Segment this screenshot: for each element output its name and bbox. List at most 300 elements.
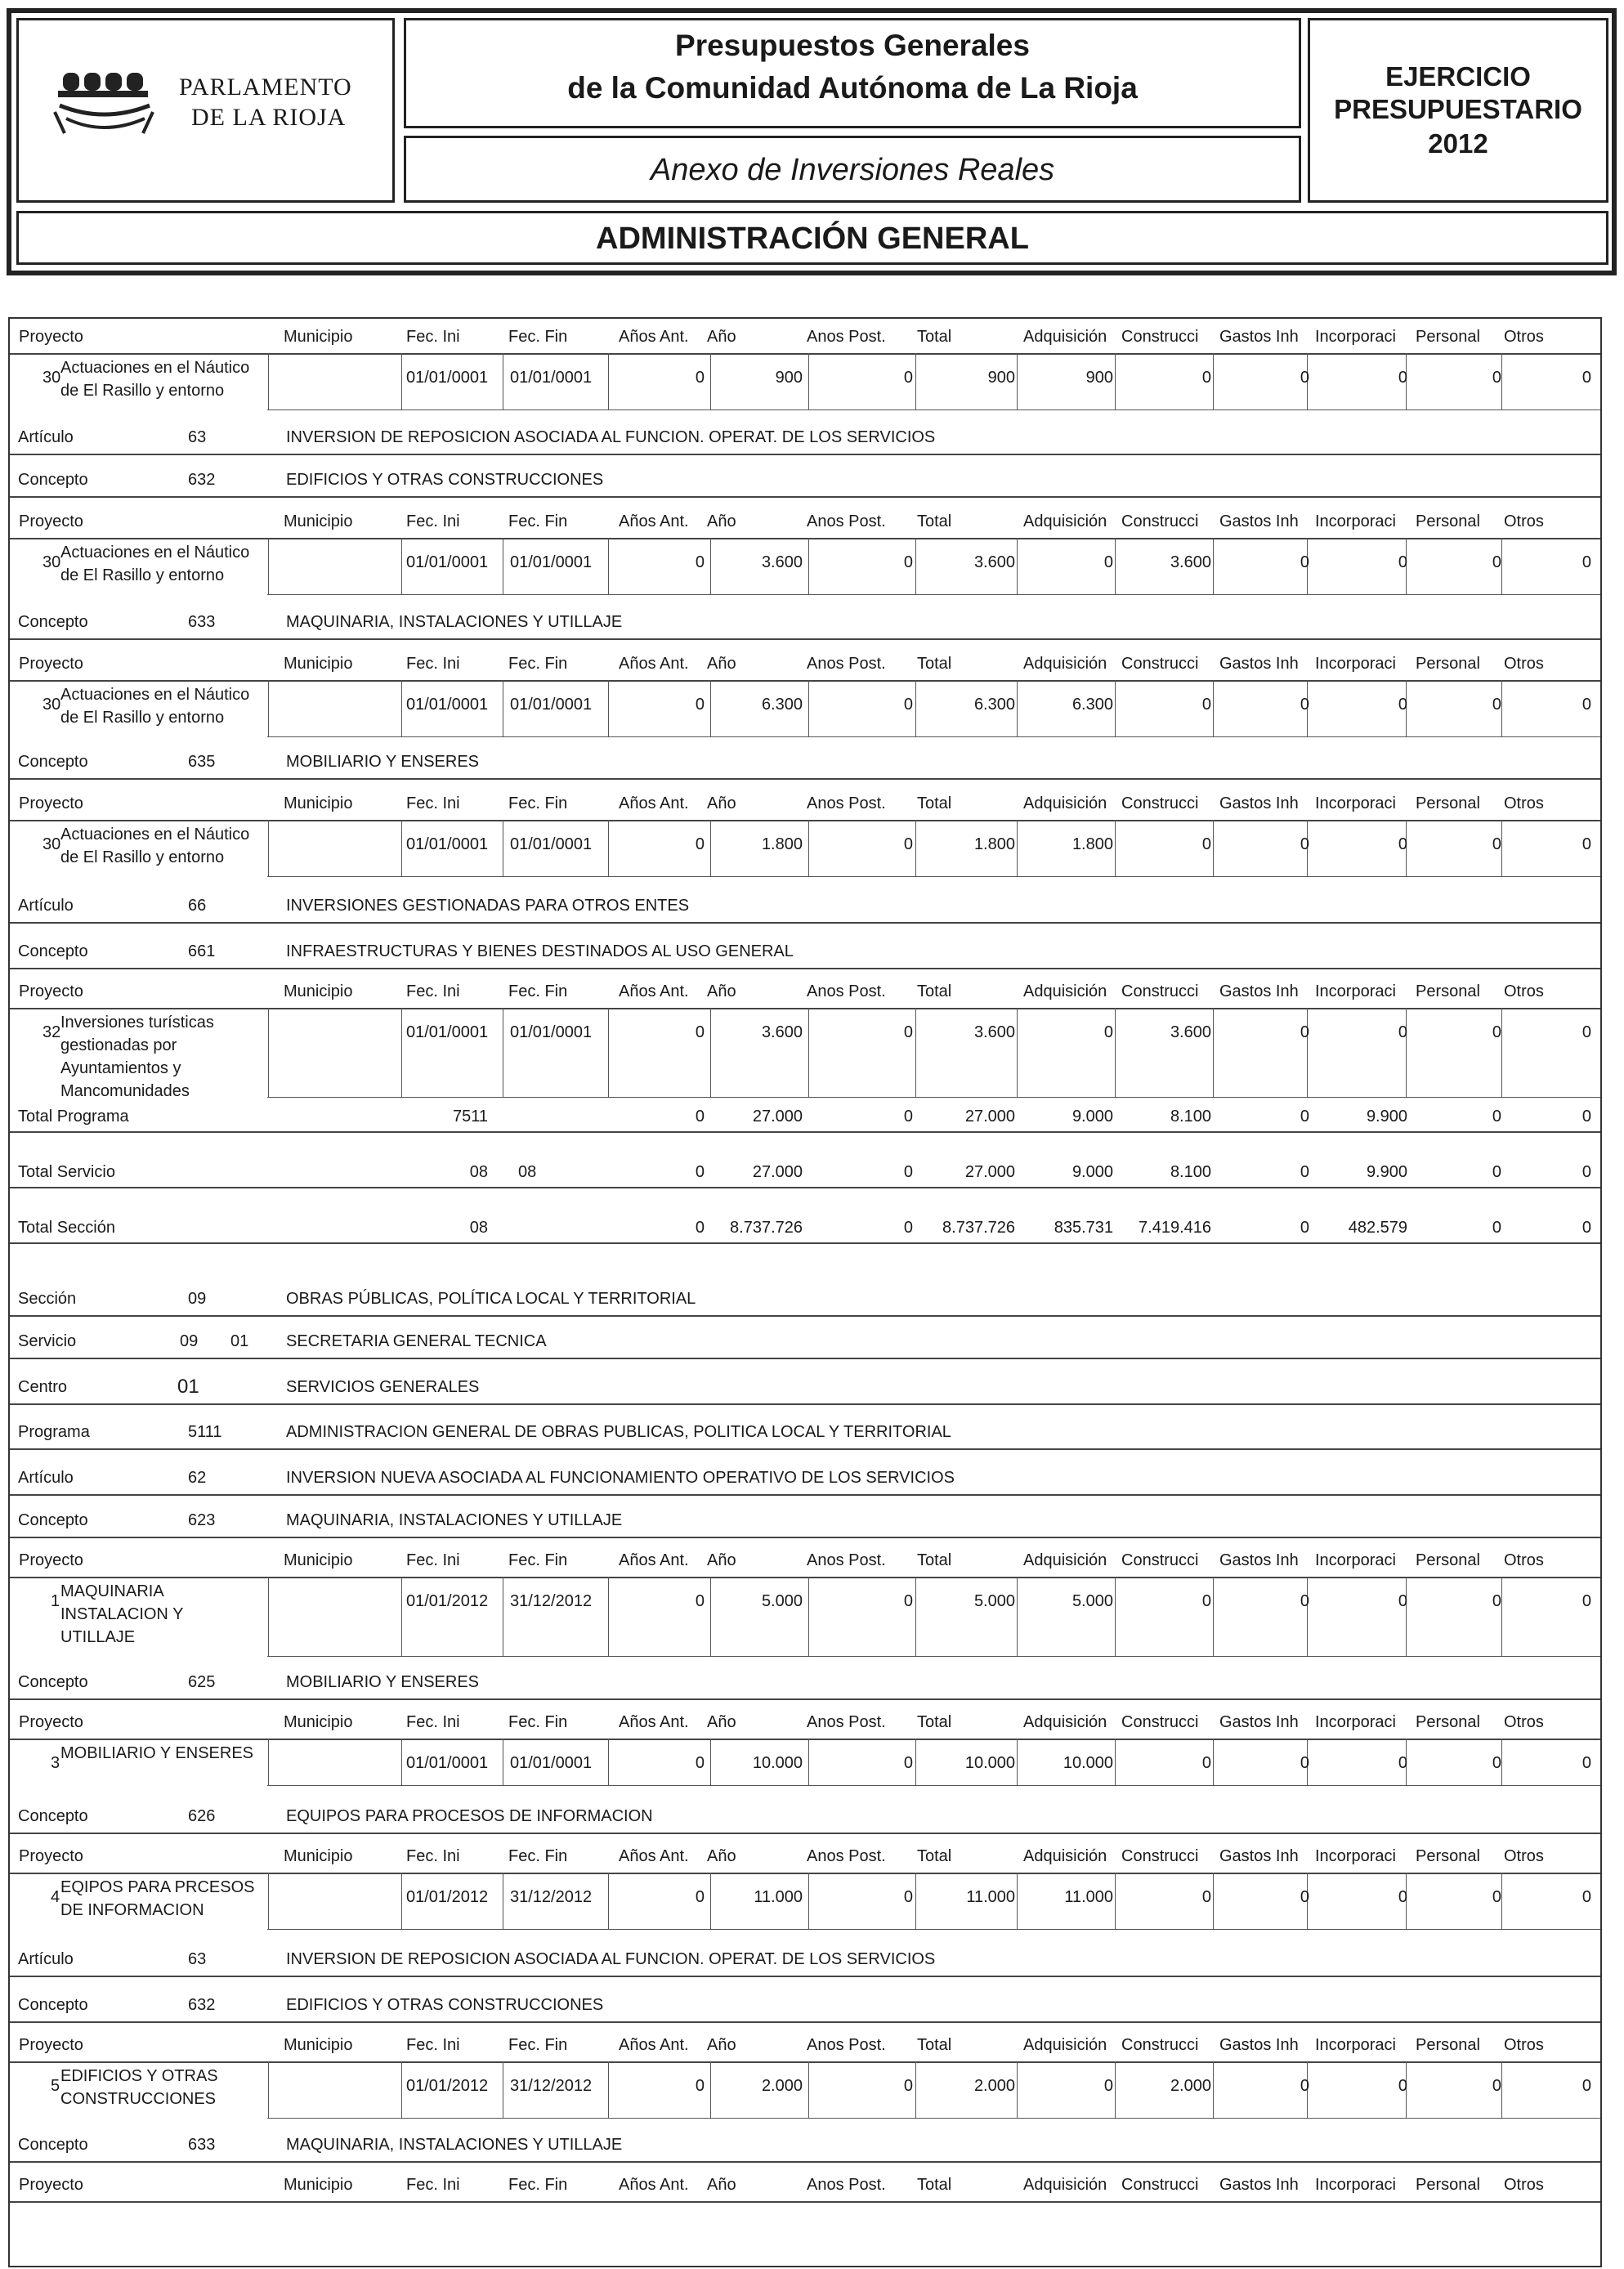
column-header: Fec. Ini (406, 982, 460, 1000)
cell-bottom-border (267, 876, 1600, 877)
row-code: 09 (188, 1290, 207, 1308)
column-header: Anos Post. (807, 982, 886, 1000)
title-panel (404, 18, 1301, 128)
amount-cell: 900 (1085, 369, 1113, 387)
cell-divider (1115, 353, 1116, 410)
project-name: de El Rasillo y entorno (60, 382, 225, 400)
total-amount: 0 (695, 1108, 705, 1126)
cell-divider (1115, 680, 1116, 737)
column-header: Construcci (1121, 982, 1199, 1000)
amount-cell: 3.600 (1170, 553, 1211, 571)
cell-divider (1501, 1577, 1502, 1657)
cell-bottom-border (267, 1785, 1600, 1786)
column-header: Gastos Inh (1219, 1551, 1299, 1569)
cell-divider (915, 2061, 916, 2119)
column-header: Otros (1504, 512, 1544, 530)
project-number: 30 (43, 369, 61, 387)
cell-divider (1213, 680, 1214, 737)
total-amount: 0 (1300, 1219, 1309, 1237)
amount-cell: 0 (1300, 1592, 1309, 1610)
amount-cell: 0 (1201, 835, 1211, 853)
cell-divider (1406, 1577, 1407, 1657)
fiscal-year-label-1: EJERCICIO (1385, 61, 1531, 92)
amount-cell: 0 (1492, 696, 1501, 714)
amount-cell: 2.000 (761, 2077, 803, 2095)
project-number: 30 (43, 696, 61, 714)
column-header: Anos Post. (807, 328, 886, 346)
amount-cell: 10.000 (1063, 1754, 1113, 1772)
amount-cell: 0 (903, 1754, 913, 1772)
amount-cell: 0 (1300, 835, 1309, 853)
cell-divider (710, 680, 711, 737)
row-label: Concepto (18, 1673, 88, 1691)
row-divider (10, 778, 1600, 780)
cell-divider (401, 1873, 402, 1930)
cell-divider (710, 1008, 711, 1098)
logo-text-line2: DE LA RIOJA (191, 104, 347, 131)
row-divider (10, 496, 1600, 498)
cell-divider (1017, 1739, 1018, 1786)
amount-cell: 10.000 (752, 1754, 803, 1772)
amount-cell: 11.000 (1064, 1888, 1113, 1906)
project-number: 1 (51, 1592, 60, 1610)
column-header: Fec. Fin (508, 794, 568, 812)
amount-cell: 0 (1492, 369, 1501, 387)
cell-divider (1307, 1577, 1308, 1657)
amount-cell: 3.600 (973, 1023, 1015, 1041)
cell-bottom-border (267, 1097, 1600, 1098)
column-header: Total (917, 794, 952, 812)
column-header: Años Ant. (619, 328, 689, 346)
project-name: Actuaciones en el Náutico (60, 686, 250, 704)
column-header: Fec. Fin (508, 1551, 568, 1569)
project-name: MAQUINARIA (60, 1582, 164, 1600)
cell-divider (608, 820, 609, 877)
row-divider (10, 1358, 1600, 1359)
cell-divider (1213, 1577, 1214, 1657)
column-header: Adquisición (1023, 328, 1107, 346)
amount-cell: 3.600 (1170, 1023, 1211, 1041)
start-date: 01/01/0001 (406, 369, 489, 387)
project-name: CONSTRUCCIONES (60, 2090, 217, 2108)
fiscal-year-label-2: PRESUPUESTARIO (1334, 94, 1582, 124)
column-header: Municipio (284, 2036, 353, 2054)
cell-divider (401, 2061, 402, 2119)
column-header: Anos Post. (807, 1847, 886, 1865)
column-header: Año (707, 794, 736, 812)
end-date: 01/01/0001 (510, 553, 593, 571)
total-label: Total Sección (18, 1219, 115, 1237)
row-code: 09 (180, 1332, 199, 1350)
row-label: Concepto (18, 1996, 88, 2014)
cell-divider (1017, 1873, 1018, 1930)
amount-cell: 0 (1492, 1592, 1501, 1610)
amount-cell: 0 (695, 1592, 705, 1610)
column-header: Gastos Inh (1219, 794, 1299, 812)
cell-divider (710, 820, 711, 877)
column-header: Proyecto (19, 328, 83, 346)
row-divider (10, 1315, 1600, 1317)
row-description: MAQUINARIA, INSTALACIONES Y UTILLAJE (286, 1511, 623, 1529)
cell-divider (710, 1739, 711, 1786)
column-header: Fec. Fin (508, 2036, 568, 2054)
column-header: Total (917, 655, 952, 673)
column-header: Construcci (1121, 2036, 1199, 2054)
row-divider (10, 2201, 1600, 2203)
column-header: Fec. Fin (508, 982, 568, 1000)
cell-divider (808, 538, 809, 595)
total-amount: 9.000 (1071, 1108, 1113, 1126)
column-header: Adquisición (1023, 982, 1107, 1000)
row-code: 62 (188, 1469, 207, 1487)
end-date: 01/01/0001 (510, 1754, 593, 1772)
amount-cell: 0 (1103, 2077, 1113, 2095)
cell-divider (915, 1577, 916, 1657)
column-header: Fec. Ini (406, 512, 460, 530)
amount-cell: 0 (695, 1888, 705, 1906)
column-header: Adquisición (1023, 1847, 1107, 1865)
total-amount: 7.419.416 (1139, 1219, 1211, 1237)
amount-cell: 0 (1398, 553, 1407, 571)
cell-divider (268, 1008, 269, 1098)
cell-divider (1213, 1008, 1214, 1098)
column-header: Total (917, 328, 952, 346)
column-header: Personal (1416, 2036, 1480, 2054)
total-amount: 0 (1581, 1163, 1591, 1181)
amount-cell: 0 (1492, 2077, 1501, 2095)
column-header: Construcci (1121, 1847, 1199, 1865)
amount-cell: 0 (1492, 553, 1501, 571)
cell-divider (1115, 2061, 1116, 2119)
total-amount: 27.000 (752, 1163, 803, 1181)
cell-divider (808, 820, 809, 877)
cell-divider (608, 1873, 609, 1930)
cell-divider (608, 353, 609, 410)
total-amount: 0 (1492, 1163, 1501, 1181)
cell-divider (1017, 538, 1018, 595)
cell-divider (608, 1577, 609, 1657)
column-header: Total (917, 2176, 952, 2194)
column-header: Personal (1416, 2176, 1480, 2194)
column-header: Construcci (1121, 655, 1199, 673)
column-header: Anos Post. (807, 2176, 886, 2194)
amount-cell: 0 (1103, 553, 1113, 571)
cell-bottom-border (267, 736, 1600, 737)
project-name: de El Rasillo y entorno (60, 848, 225, 866)
end-date: 31/12/2012 (510, 1592, 593, 1610)
amount-cell: 0 (1581, 2077, 1591, 2095)
cell-divider (1406, 1008, 1407, 1098)
project-name: Actuaciones en el Náutico (60, 359, 250, 377)
cell-divider (710, 2061, 711, 2119)
column-header: Total (917, 1847, 952, 1865)
amount-cell: 0 (695, 553, 705, 571)
amount-cell: 0 (1201, 1592, 1211, 1610)
column-header: Otros (1504, 794, 1544, 812)
end-date: 01/01/0001 (510, 1023, 593, 1041)
document-subtitle: Anexo de Inversiones Reales (650, 153, 1055, 187)
column-header: Construcci (1121, 512, 1199, 530)
row-description: MOBILIARIO Y ENSERES (286, 753, 480, 771)
column-header: Municipio (284, 794, 353, 812)
cell-divider (1017, 1008, 1018, 1098)
column-header: Año (707, 655, 736, 673)
row-divider (10, 1403, 1600, 1405)
amount-cell: 0 (1581, 835, 1591, 853)
column-header: Construcci (1121, 2176, 1199, 2194)
total-amount: 0 (903, 1219, 913, 1237)
column-header: Otros (1504, 655, 1544, 673)
column-header: Anos Post. (807, 655, 886, 673)
cell-divider (1115, 1008, 1116, 1098)
column-header: Años Ant. (619, 2176, 689, 2194)
cell-divider (401, 538, 402, 595)
column-header: Total (917, 2036, 952, 2054)
column-header: Fec. Fin (508, 512, 568, 530)
column-header: Total (917, 1713, 952, 1731)
total-amount: 0 (1300, 1108, 1309, 1126)
cell-divider (1017, 820, 1018, 877)
start-date: 01/01/0001 (406, 835, 489, 853)
column-header: Anos Post. (807, 1551, 886, 1569)
total-amount: 0 (1581, 1108, 1591, 1126)
amount-cell: 3.600 (761, 553, 803, 571)
total-label: Total Programa (18, 1108, 129, 1126)
column-header: Municipio (284, 1847, 353, 1865)
column-header: Fec. Fin (508, 655, 568, 673)
row-label: Concepto (18, 2136, 88, 2154)
column-header: Municipio (284, 655, 353, 673)
amount-cell: 0 (1581, 1592, 1591, 1610)
cell-bottom-border (267, 2118, 1600, 2119)
row-label: Concepto (18, 471, 88, 489)
row-label: Sección (18, 1290, 77, 1308)
column-header: Año (707, 1713, 736, 1731)
cell-divider (268, 1873, 269, 1930)
cell-divider (268, 353, 269, 410)
project-name: UTILLAJE (60, 1628, 136, 1646)
amount-cell: 0 (1398, 369, 1407, 387)
row-divider (10, 968, 1600, 969)
amount-cell: 0 (1300, 696, 1309, 714)
amount-cell: 10.000 (964, 1754, 1015, 1772)
total-amount: 9.900 (1366, 1108, 1407, 1126)
amount-cell: 0 (903, 1888, 913, 1906)
column-header: Total (917, 512, 952, 530)
column-header: Adquisición (1023, 655, 1107, 673)
column-header: Otros (1504, 1713, 1544, 1731)
column-header: Construcci (1121, 1551, 1199, 1569)
amount-cell: 0 (1398, 2077, 1407, 2095)
amount-cell: 0 (1201, 369, 1211, 387)
column-header: Incorporaci (1315, 2036, 1396, 2054)
row-code: 633 (188, 613, 216, 631)
column-header: Fec. Ini (406, 1713, 460, 1731)
column-header: Otros (1504, 2036, 1544, 2054)
total-code: 08 (469, 1163, 488, 1181)
document-title-line1: Presupuestos Generales (675, 29, 1030, 62)
row-label: Concepto (18, 1511, 88, 1529)
row-label: Artículo (18, 1950, 74, 1968)
amount-cell: 0 (1201, 1888, 1211, 1906)
project-name: EDIFICIOS Y OTRAS (60, 2067, 218, 2085)
cell-bottom-border (267, 1656, 1600, 1657)
amount-cell: 0 (1398, 835, 1407, 853)
total-amount: 9.900 (1366, 1163, 1407, 1181)
cell-divider (401, 353, 402, 410)
amount-cell: 0 (1581, 1888, 1591, 1906)
project-row (10, 1577, 1600, 1657)
column-header: Adquisición (1023, 512, 1107, 530)
total-amount: 8.100 (1170, 1163, 1211, 1181)
fiscal-year-panel (1308, 18, 1608, 203)
project-name: de El Rasillo y entorno (60, 709, 225, 727)
amount-cell: 0 (1300, 369, 1309, 387)
total-amount: 8.100 (1170, 1108, 1211, 1126)
column-header: Proyecto (19, 655, 83, 673)
column-header: Municipio (284, 982, 353, 1000)
cell-divider (1501, 538, 1502, 595)
row-divider (10, 1131, 1600, 1133)
amount-cell: 0 (1300, 2077, 1309, 2095)
project-row (10, 1873, 1600, 1930)
cell-divider (1213, 538, 1214, 595)
column-header: Personal (1416, 1551, 1480, 1569)
project-name: EQIPOS PARA PRCESOS (60, 1878, 255, 1896)
end-date: 01/01/0001 (510, 696, 593, 714)
row-code: 626 (188, 1807, 216, 1825)
start-date: 01/01/0001 (406, 696, 489, 714)
total-amount: 0 (903, 1163, 913, 1181)
column-header: Años Ant. (619, 1847, 689, 1865)
amount-cell: 1.800 (761, 835, 803, 853)
amount-cell: 0 (1398, 1592, 1407, 1610)
row-label: Concepto (18, 613, 88, 631)
column-header: Anos Post. (807, 1713, 886, 1731)
cell-divider (1115, 538, 1116, 595)
cell-divider (1501, 1873, 1502, 1930)
column-header: Gastos Inh (1219, 982, 1299, 1000)
row-code: 635 (188, 753, 216, 771)
project-row (10, 1739, 1600, 1786)
row-label: Concepto (18, 753, 88, 771)
column-header: Proyecto (19, 1551, 83, 1569)
row-code: 63 (188, 1950, 207, 1968)
section-title-panel (16, 211, 1608, 265)
column-header: Incorporaci (1315, 1847, 1396, 1865)
cell-divider (401, 1739, 402, 1786)
start-date: 01/01/0001 (406, 1023, 489, 1041)
amount-cell: 1.800 (973, 835, 1015, 853)
column-header: Construcci (1121, 794, 1199, 812)
project-row (10, 820, 1600, 877)
column-header: Años Ant. (619, 2036, 689, 2054)
cell-divider (1501, 1739, 1502, 1786)
total-amount: 482.579 (1348, 1219, 1407, 1237)
amount-cell: 900 (775, 369, 803, 387)
row-description: ADMINISTRACION GENERAL DE OBRAS PUBLICAS, POLITICA LOCAL Y TERRITORIAL (286, 1423, 951, 1441)
total-code: 7511 (452, 1108, 488, 1126)
amount-cell: 0 (1103, 1023, 1113, 1041)
project-number: 30 (43, 553, 61, 571)
cell-divider (608, 1739, 609, 1786)
cell-divider (1115, 1739, 1116, 1786)
column-header: Proyecto (19, 1713, 83, 1731)
amount-cell: 5.000 (1071, 1592, 1113, 1610)
row-divider (10, 2021, 1600, 2023)
cell-divider (915, 820, 916, 877)
amount-cell: 0 (903, 696, 913, 714)
total-amount: 8.737.726 (730, 1219, 803, 1237)
row-divider (10, 1698, 1600, 1700)
cell-divider (710, 353, 711, 410)
amount-cell: 5.000 (973, 1592, 1015, 1610)
column-header: Proyecto (19, 512, 83, 530)
project-name: gestionadas por (60, 1036, 177, 1054)
logo-panel (16, 18, 395, 203)
column-header: Año (707, 328, 736, 346)
project-name: Ayuntamientos y (60, 1059, 181, 1077)
cell-divider (1017, 353, 1018, 410)
row-divider (10, 638, 1600, 640)
row-label: Artículo (18, 1469, 74, 1487)
column-header: Incorporaci (1315, 2176, 1396, 2194)
cell-divider (1213, 820, 1214, 877)
amount-cell: 6.300 (1071, 696, 1113, 714)
row-code: 625 (188, 1673, 216, 1691)
row-code: 63 (188, 428, 207, 446)
project-number: 3 (51, 1754, 60, 1772)
cell-divider (268, 1577, 269, 1657)
column-header: Gastos Inh (1219, 1713, 1299, 1731)
column-header: Incorporaci (1315, 655, 1396, 673)
row-divider (10, 1187, 1600, 1188)
total-amount: 0 (1492, 1219, 1501, 1237)
column-header: Incorporaci (1315, 982, 1396, 1000)
end-date: 01/01/0001 (510, 835, 593, 853)
column-header: Incorporaci (1315, 1713, 1396, 1731)
amount-cell: 0 (1201, 696, 1211, 714)
cell-divider (1307, 1008, 1308, 1098)
amount-cell: 0 (1492, 1888, 1501, 1906)
project-number: 32 (43, 1023, 61, 1041)
row-description: INVERSIONES GESTIONADAS PARA OTROS ENTES (286, 897, 690, 915)
logo-text-line1: PARLAMENTO (179, 74, 352, 101)
column-header: Anos Post. (807, 794, 886, 812)
cell-divider (1017, 2061, 1018, 2119)
row-label: Artículo (18, 897, 74, 915)
row-description: MAQUINARIA, INSTALACIONES Y UTILLAJE (286, 613, 623, 631)
cell-divider (808, 353, 809, 410)
section-title: ADMINISTRACIÓN GENERAL (596, 222, 1029, 256)
cell-divider (401, 680, 402, 737)
end-date: 31/12/2012 (510, 1888, 593, 1906)
amount-cell: 0 (1581, 1023, 1591, 1041)
column-header: Proyecto (19, 2176, 83, 2194)
project-name: de El Rasillo y entorno (60, 566, 225, 584)
amount-cell: 0 (1398, 1754, 1407, 1772)
row-label: Programa (18, 1423, 90, 1441)
column-header: Fec. Fin (508, 328, 568, 346)
cell-divider (608, 538, 609, 595)
row-code: 633 (188, 2136, 216, 2154)
column-header: Proyecto (19, 794, 83, 812)
column-header: Personal (1416, 794, 1480, 812)
cell-divider (808, 1873, 809, 1930)
cell-divider (401, 1577, 402, 1657)
row-code: 632 (188, 1996, 216, 2014)
amount-cell: 0 (1398, 1023, 1407, 1041)
